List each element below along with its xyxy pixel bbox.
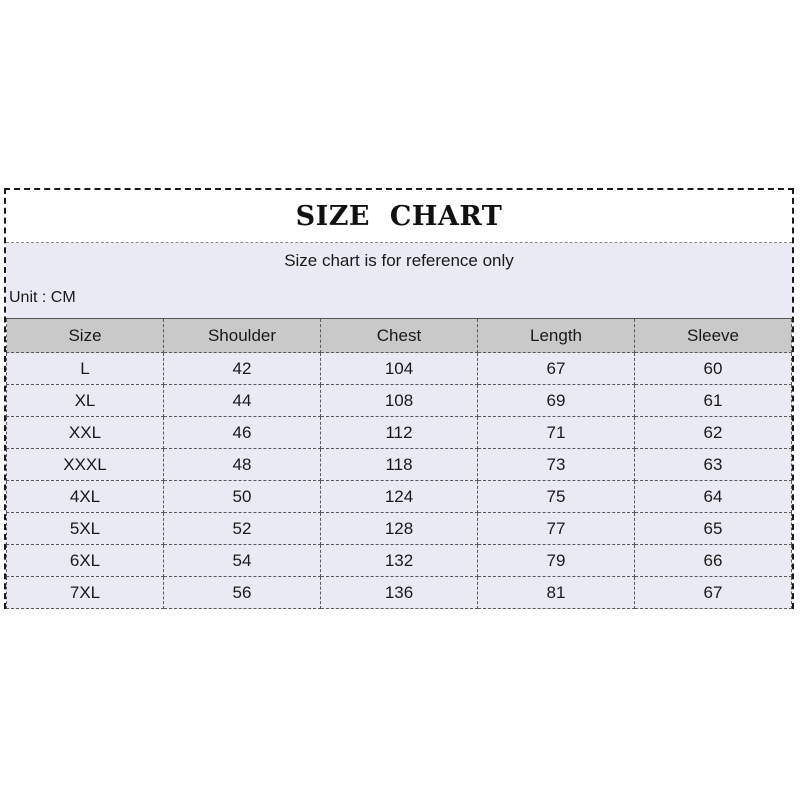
cell-size: L <box>7 353 164 385</box>
cell-sleeve: 65 <box>635 513 792 545</box>
cell-chest: 128 <box>321 513 478 545</box>
cell-sleeve: 63 <box>635 449 792 481</box>
cell-size: 7XL <box>7 577 164 609</box>
table-row <box>7 513 792 545</box>
chart-title: SIZE CHART <box>295 200 503 232</box>
cell-sleeve: 62 <box>635 417 792 449</box>
header-chest: Chest <box>321 319 478 353</box>
table-row <box>7 353 792 385</box>
cell-length: 81 <box>478 577 635 609</box>
cell-length: 75 <box>478 481 635 513</box>
header-shoulder: Shoulder <box>164 319 321 353</box>
cell-length: 73 <box>478 449 635 481</box>
cell-chest: 108 <box>321 385 478 417</box>
cell-sleeve: 60 <box>635 353 792 385</box>
table-row <box>7 481 792 513</box>
table-row <box>7 545 792 577</box>
table-row <box>7 577 792 609</box>
size-table <box>6 318 792 609</box>
cell-shoulder: 56 <box>164 577 321 609</box>
cell-sleeve: 64 <box>635 481 792 513</box>
cell-shoulder: 44 <box>164 385 321 417</box>
cell-length: 67 <box>478 353 635 385</box>
header-size: Size <box>7 319 164 353</box>
cell-length: 77 <box>478 513 635 545</box>
cell-chest: 118 <box>321 449 478 481</box>
header-sleeve: Sleeve <box>635 319 792 353</box>
cell-length: 69 <box>478 385 635 417</box>
title-row <box>6 190 792 243</box>
cell-size: 6XL <box>7 545 164 577</box>
cell-shoulder: 52 <box>164 513 321 545</box>
unit-row <box>6 278 792 318</box>
cell-chest: 136 <box>321 577 478 609</box>
cell-size: XL <box>7 385 164 417</box>
cell-size: XXXL <box>7 449 164 481</box>
cell-length: 79 <box>478 545 635 577</box>
cell-size: 4XL <box>7 481 164 513</box>
cell-length: 71 <box>478 417 635 449</box>
table-row <box>7 449 792 481</box>
cell-shoulder: 42 <box>164 353 321 385</box>
cell-shoulder: 54 <box>164 545 321 577</box>
table-header-row <box>7 319 792 353</box>
cell-shoulder: 50 <box>164 481 321 513</box>
cell-chest: 132 <box>321 545 478 577</box>
cell-chest: 112 <box>321 417 478 449</box>
cell-sleeve: 67 <box>635 577 792 609</box>
table-row <box>7 417 792 449</box>
cell-sleeve: 61 <box>635 385 792 417</box>
size-chart <box>4 188 794 609</box>
cell-sleeve: 66 <box>635 545 792 577</box>
header-length: Length <box>478 319 635 353</box>
cell-chest: 104 <box>321 353 478 385</box>
reference-note: Size chart is for reference only <box>284 250 514 270</box>
subtitle-row <box>6 243 792 278</box>
cell-chest: 124 <box>321 481 478 513</box>
cell-shoulder: 48 <box>164 449 321 481</box>
cell-size: 5XL <box>7 513 164 545</box>
cell-shoulder: 46 <box>164 417 321 449</box>
cell-size: XXL <box>7 417 164 449</box>
table-row <box>7 385 792 417</box>
unit-label: Unit : CM <box>9 289 76 306</box>
